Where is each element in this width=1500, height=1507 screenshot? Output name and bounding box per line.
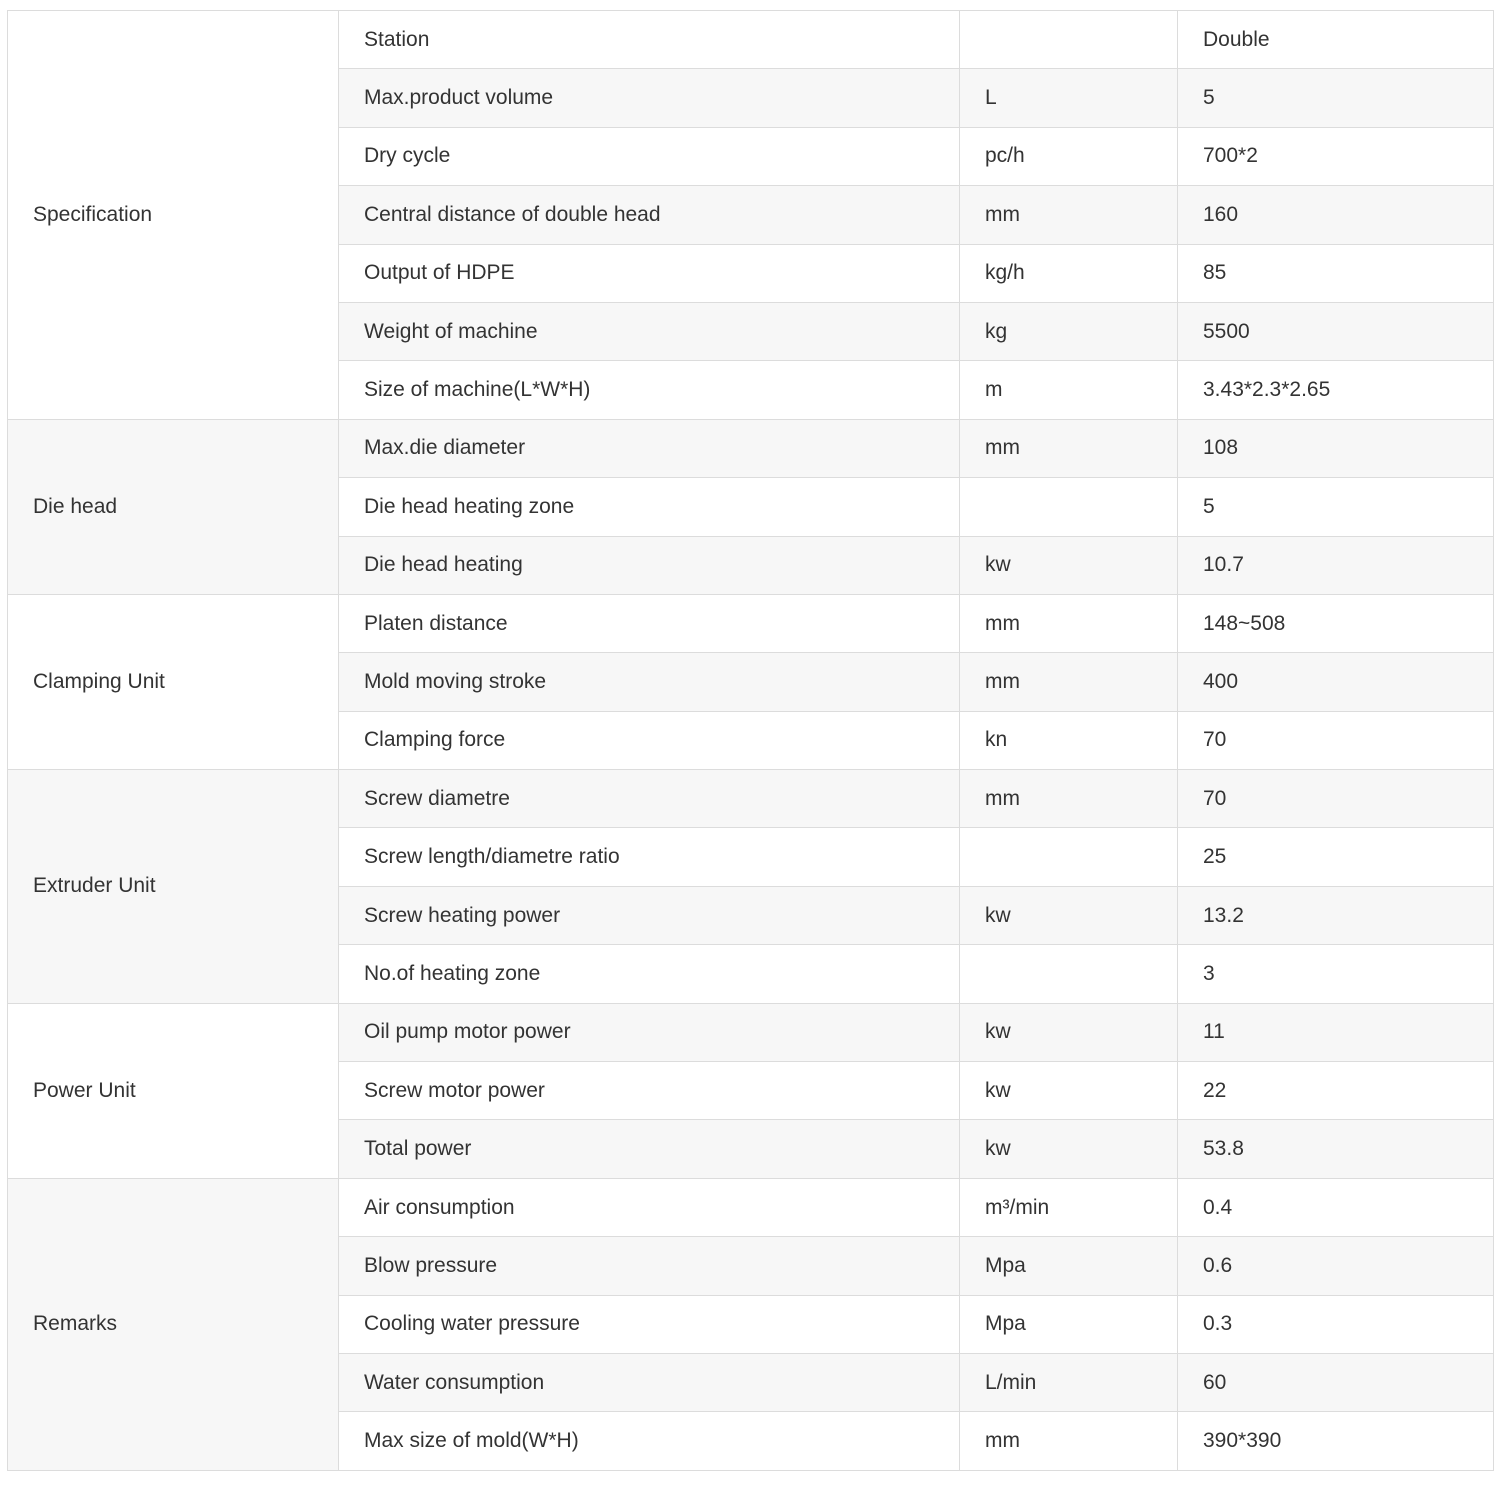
group-label: Clamping Unit bbox=[8, 594, 339, 769]
table-row bbox=[8, 1003, 1494, 1061]
param-cell: Clamping force bbox=[339, 711, 960, 769]
table-row bbox=[8, 1178, 1494, 1236]
unit-cell: L/min bbox=[960, 1353, 1178, 1411]
unit-cell: kw bbox=[960, 1062, 1178, 1120]
param-cell: Max size of mold(W*H) bbox=[339, 1412, 960, 1470]
value-cell: 53.8 bbox=[1178, 1120, 1494, 1178]
table-row bbox=[8, 419, 1494, 477]
unit-cell: mm bbox=[960, 770, 1178, 828]
value-cell: 5 bbox=[1178, 69, 1494, 127]
unit-cell: pc/h bbox=[960, 127, 1178, 185]
value-cell: 108 bbox=[1178, 419, 1494, 477]
unit-cell: kn bbox=[960, 711, 1178, 769]
unit-cell: mm bbox=[960, 186, 1178, 244]
param-cell: Blow pressure bbox=[339, 1237, 960, 1295]
value-cell: 0.6 bbox=[1178, 1237, 1494, 1295]
param-cell: Water consumption bbox=[339, 1353, 960, 1411]
value-cell: 5500 bbox=[1178, 302, 1494, 360]
unit-cell: L bbox=[960, 69, 1178, 127]
param-cell: Max.die diameter bbox=[339, 419, 960, 477]
param-cell: Size of machine(L*W*H) bbox=[339, 361, 960, 419]
value-cell: 22 bbox=[1178, 1062, 1494, 1120]
param-cell: No.of heating zone bbox=[339, 945, 960, 1003]
value-cell: 70 bbox=[1178, 711, 1494, 769]
unit-cell bbox=[960, 828, 1178, 886]
param-cell: Station bbox=[339, 11, 960, 69]
spec-table bbox=[7, 10, 1494, 1471]
unit-cell: kw bbox=[960, 1120, 1178, 1178]
group-label: Power Unit bbox=[8, 1003, 339, 1178]
unit-cell bbox=[960, 478, 1178, 536]
param-cell: Output of HDPE bbox=[339, 244, 960, 302]
unit-cell: kw bbox=[960, 1003, 1178, 1061]
unit-cell: m bbox=[960, 361, 1178, 419]
param-cell: Max.product volume bbox=[339, 69, 960, 127]
table-row bbox=[8, 11, 1494, 69]
value-cell: 25 bbox=[1178, 828, 1494, 886]
value-cell: 3 bbox=[1178, 945, 1494, 1003]
unit-cell: mm bbox=[960, 594, 1178, 652]
unit-cell: kg/h bbox=[960, 244, 1178, 302]
param-cell: Oil pump motor power bbox=[339, 1003, 960, 1061]
param-cell: Screw diametre bbox=[339, 770, 960, 828]
group-label: Die head bbox=[8, 419, 339, 594]
param-cell: Total power bbox=[339, 1120, 960, 1178]
param-cell: Screw motor power bbox=[339, 1062, 960, 1120]
value-cell: 700*2 bbox=[1178, 127, 1494, 185]
unit-cell: kw bbox=[960, 536, 1178, 594]
param-cell: Weight of machine bbox=[339, 302, 960, 360]
unit-cell: kg bbox=[960, 302, 1178, 360]
spec-table-body bbox=[8, 11, 1494, 1471]
group-label: Remarks bbox=[8, 1178, 339, 1470]
table-row bbox=[8, 594, 1494, 652]
value-cell: 0.4 bbox=[1178, 1178, 1494, 1236]
value-cell: 60 bbox=[1178, 1353, 1494, 1411]
param-cell: Screw heating power bbox=[339, 886, 960, 944]
param-cell: Die head heating zone bbox=[339, 478, 960, 536]
value-cell: 11 bbox=[1178, 1003, 1494, 1061]
value-cell: 13.2 bbox=[1178, 886, 1494, 944]
value-cell: Double bbox=[1178, 11, 1494, 69]
value-cell: 148~508 bbox=[1178, 594, 1494, 652]
unit-cell: m³/min bbox=[960, 1178, 1178, 1236]
param-cell: Mold moving stroke bbox=[339, 653, 960, 711]
value-cell: 160 bbox=[1178, 186, 1494, 244]
unit-cell: Mpa bbox=[960, 1237, 1178, 1295]
param-cell: Screw length/diametre ratio bbox=[339, 828, 960, 886]
param-cell: Dry cycle bbox=[339, 127, 960, 185]
value-cell: 70 bbox=[1178, 770, 1494, 828]
param-cell: Platen distance bbox=[339, 594, 960, 652]
unit-cell: Mpa bbox=[960, 1295, 1178, 1353]
unit-cell: mm bbox=[960, 419, 1178, 477]
value-cell: 390*390 bbox=[1178, 1412, 1494, 1470]
unit-cell bbox=[960, 945, 1178, 1003]
param-cell: Air consumption bbox=[339, 1178, 960, 1236]
param-cell: Central distance of double head bbox=[339, 186, 960, 244]
unit-cell bbox=[960, 11, 1178, 69]
value-cell: 10.7 bbox=[1178, 536, 1494, 594]
value-cell: 85 bbox=[1178, 244, 1494, 302]
value-cell: 5 bbox=[1178, 478, 1494, 536]
unit-cell: mm bbox=[960, 653, 1178, 711]
unit-cell: kw bbox=[960, 886, 1178, 944]
value-cell: 0.3 bbox=[1178, 1295, 1494, 1353]
group-label: Extruder Unit bbox=[8, 770, 339, 1004]
value-cell: 3.43*2.3*2.65 bbox=[1178, 361, 1494, 419]
value-cell: 400 bbox=[1178, 653, 1494, 711]
group-label: Specification bbox=[8, 11, 339, 420]
param-cell: Cooling water pressure bbox=[339, 1295, 960, 1353]
table-row bbox=[8, 770, 1494, 828]
param-cell: Die head heating bbox=[339, 536, 960, 594]
unit-cell: mm bbox=[960, 1412, 1178, 1470]
